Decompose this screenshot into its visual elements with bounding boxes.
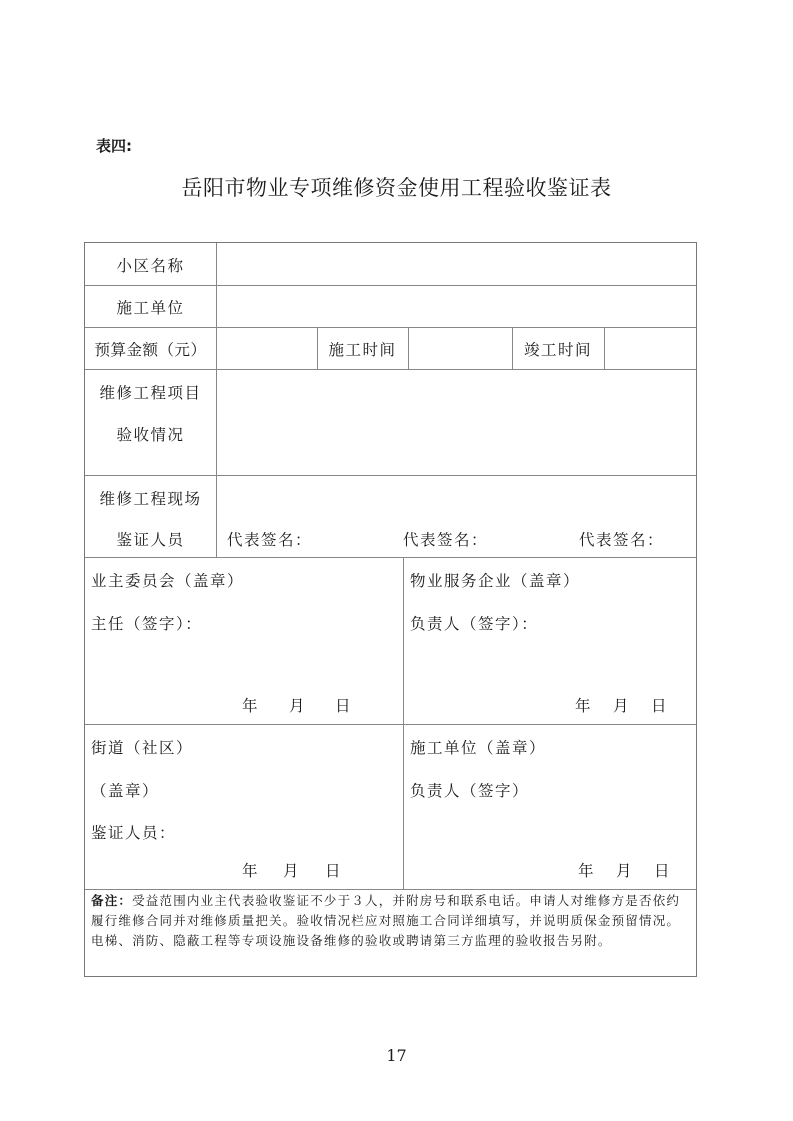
rep-signature-2[interactable]: 代表签名：: [403, 531, 489, 549]
street-community-day: 日: [325, 862, 343, 880]
construction-unit-month: 月: [616, 862, 634, 880]
notes-section: [91, 891, 690, 951]
property-company-title: 物业服务企业（盖章）: [410, 572, 581, 590]
table-number-label: 表四:: [96, 137, 132, 155]
row-divider: [85, 557, 696, 558]
budget-field[interactable]: [217, 327, 317, 369]
street-community-month: 月: [283, 862, 301, 880]
construction-unit-year: 年: [578, 862, 596, 880]
community-name-label: 小区名称: [116, 257, 185, 275]
construction-unit-title: 施工单位（盖章）: [410, 739, 547, 757]
row-divider: [85, 475, 696, 476]
acceptance-label-line2: 验收情况: [116, 426, 185, 444]
street-community-year: 年: [242, 862, 260, 880]
notes-label: 备注：: [91, 893, 133, 908]
site-verifier-label-line2: 鉴证人员: [116, 531, 185, 549]
row-divider: [85, 889, 696, 890]
construction-unit-sign[interactable]: 负责人（签字）: [410, 782, 530, 800]
property-company-sign[interactable]: 负责人（签字）：: [410, 615, 539, 633]
contractor-field[interactable]: [217, 285, 697, 327]
site-verifier-label-line1: 维修工程现场: [99, 490, 202, 508]
notes-text: 受益范围内业主代表验收鉴证不少于３人，并附房号和联系电话。申请人对维修方是否依约履行维修合同并对维修质量把关。验收情况栏应对照施工合同详细填写，并说明质保金预留情况。电梯、消防、隐蔽工程等专项设施设备维修的验收或聘请第三方监理的验收报告另附。: [91, 893, 681, 948]
street-community-title: 街道（社区）: [91, 739, 194, 757]
page-number: 17: [386, 1046, 407, 1065]
street-community-stamp: （盖章）: [91, 782, 160, 800]
completion-time-label: 竣工时间: [523, 341, 592, 359]
row-divider: [85, 724, 696, 725]
property-company-day: 日: [651, 697, 669, 715]
construction-unit-day: 日: [654, 862, 672, 880]
owners-committee-day: 日: [335, 697, 353, 715]
community-name-field[interactable]: [217, 243, 697, 285]
owners-committee-year: 年: [242, 697, 260, 715]
acceptance-field[interactable]: [217, 369, 697, 475]
rep-signature-3[interactable]: 代表签名：: [579, 531, 665, 549]
owners-committee-sign[interactable]: 主任（签字）：: [91, 615, 203, 633]
street-community-verifier[interactable]: 鉴证人员：: [91, 824, 177, 842]
rep-signature-1[interactable]: 代表签名：: [227, 531, 313, 549]
acceptance-label-line1: 维修工程项目: [99, 384, 202, 402]
completion-time-field[interactable]: [605, 327, 697, 369]
contractor-label: 施工单位: [116, 299, 185, 317]
document-title: 岳阳市物业专项维修资金使用工程验收鉴证表: [181, 176, 612, 200]
owners-committee-title: 业主委员会（盖章）: [91, 572, 245, 590]
start-time-field[interactable]: [409, 327, 512, 369]
acceptance-verification-form: [84, 242, 697, 977]
property-company-year: 年: [575, 697, 593, 715]
owners-committee-month: 月: [289, 697, 307, 715]
budget-label: 预算金额（元）: [94, 341, 207, 359]
property-company-month: 月: [613, 697, 631, 715]
signature-section-divider: [403, 557, 404, 889]
start-time-label: 施工时间: [328, 341, 397, 359]
